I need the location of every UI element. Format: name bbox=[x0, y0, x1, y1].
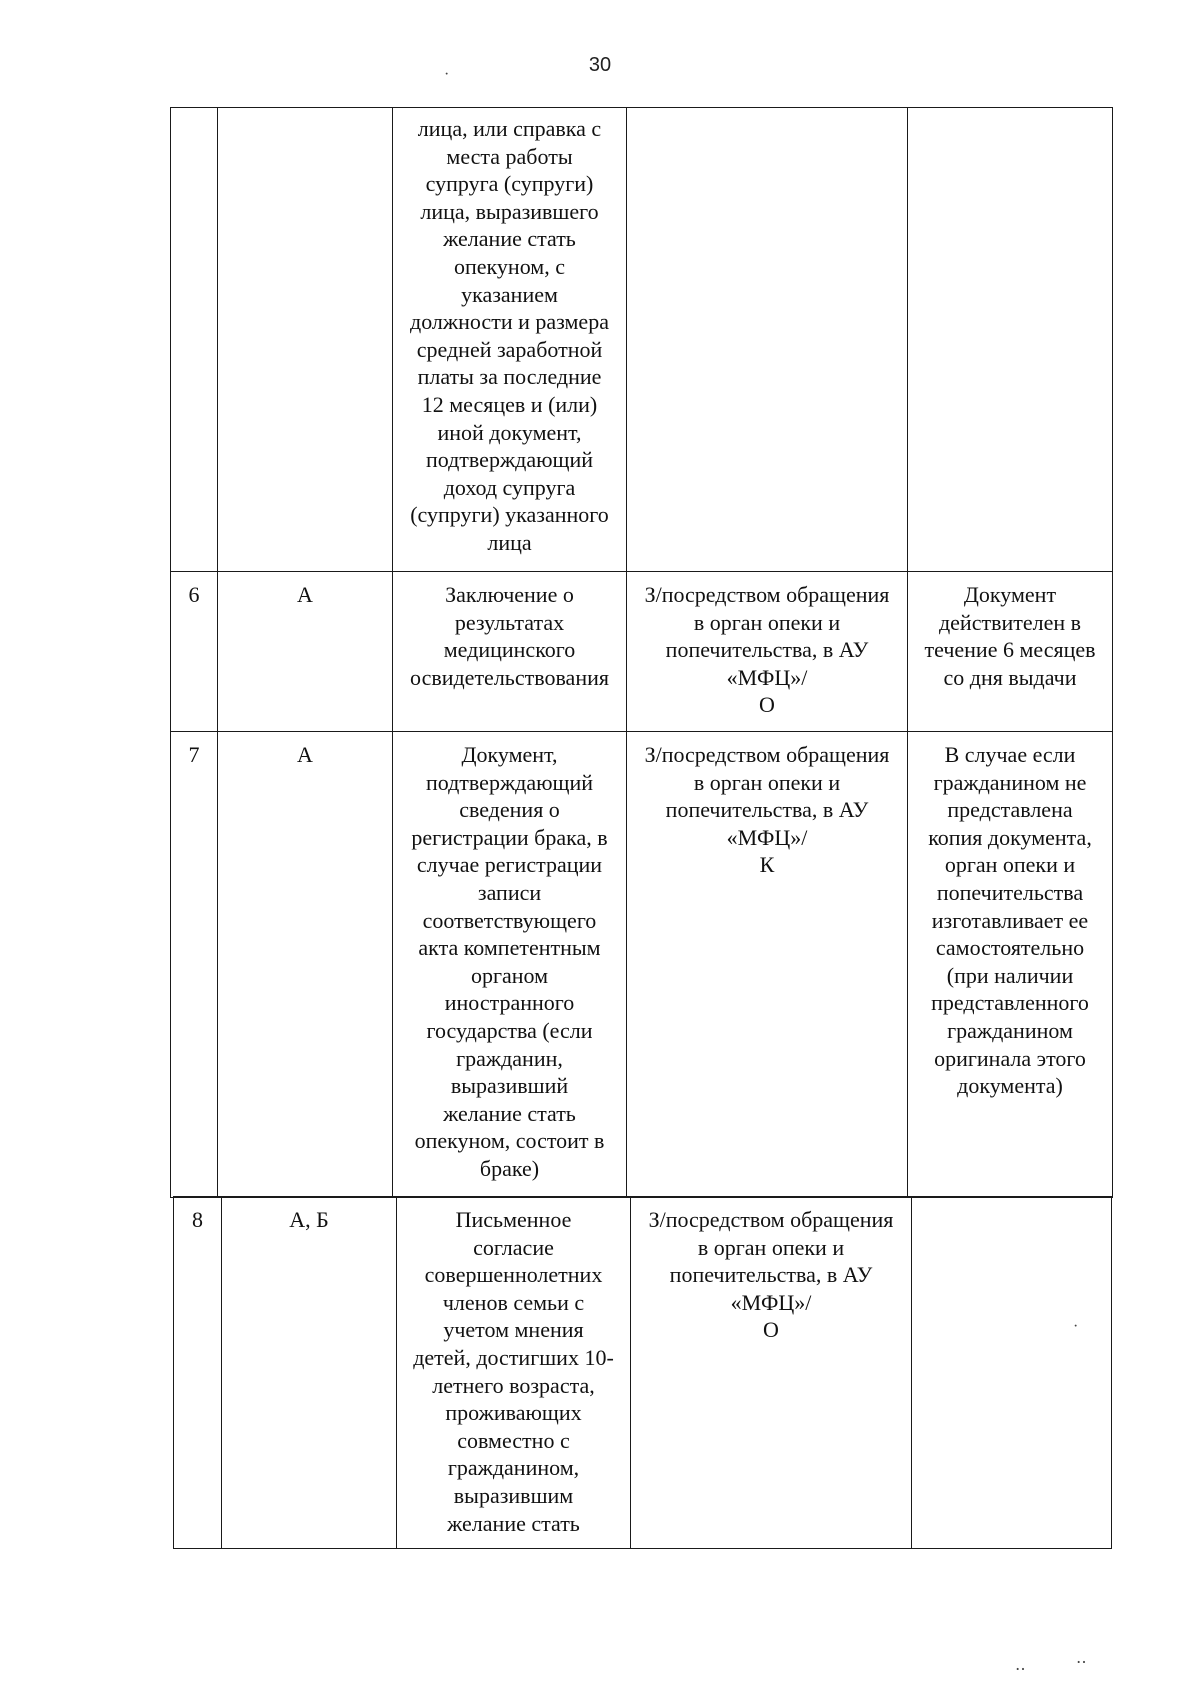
applicant-category-cell: А bbox=[218, 572, 393, 732]
table-row bbox=[171, 572, 1113, 732]
note-cell: В случае если гражданином не представлена копия документа, орган опеки и попечительства изготавливает ее самостоятельно (при наличии представленного гражданином оригинала этого документа) bbox=[908, 732, 1113, 1198]
submission-method-cell: З/посредством обращения в орган опеки и попечительства, в АУ «МФЦ»/ О bbox=[627, 572, 908, 732]
page-number: 30 bbox=[588, 54, 612, 76]
note-cell: Документ действителен в течение 6 месяцев со дня выдачи bbox=[908, 572, 1113, 732]
document-name-cell: Документ, подтверждающий сведения о регистрации брака, в случае регистрации записи соответствующего акта компетентным органом иностранного государства (если гражданин, выразивший желание стать опекуном, состоит в браке) bbox=[393, 732, 627, 1198]
note-cell bbox=[912, 1197, 1112, 1549]
submission-method-cell bbox=[627, 108, 908, 572]
applicant-category-cell: А bbox=[218, 732, 393, 1198]
table-row bbox=[171, 732, 1113, 1198]
note-cell bbox=[908, 108, 1113, 572]
applicant-category-cell: А, Б bbox=[222, 1197, 397, 1549]
scan-artifact: ‥ bbox=[1076, 1650, 1087, 1667]
row-number-cell: 6 bbox=[171, 572, 218, 732]
document-name-cell: Заключение о результатах медицинского освидетельствования bbox=[393, 572, 627, 732]
applicant-category-cell bbox=[218, 108, 393, 572]
row-number-cell: 7 bbox=[171, 732, 218, 1198]
documents-table-continuation bbox=[170, 107, 1113, 1198]
document-name-cell: лица, или справка с места работы супруга (супруги) лица, выразившего желание стать опекуном, с указанием должности и размера средней заработной платы за последние 12 месяцев и (или) иной документ, подтверждающий доход супруга (супруги) указанного лица bbox=[393, 108, 627, 572]
documents-table-row-8 bbox=[173, 1196, 1112, 1549]
row-number-cell bbox=[171, 108, 218, 572]
table-row bbox=[171, 108, 1113, 572]
scan-artifact: · bbox=[1073, 1318, 1079, 1335]
scan-artifact: · bbox=[444, 66, 450, 83]
row-number-cell: 8 bbox=[174, 1197, 222, 1549]
table-row bbox=[174, 1197, 1112, 1549]
submission-method-cell: З/посредством обращения в орган опеки и попечительства, в АУ «МФЦ»/ О bbox=[631, 1197, 912, 1549]
scan-artifact: ‥ bbox=[1015, 1657, 1026, 1674]
document-name-cell: Письменное согласие совершеннолетних членов семьи с учетом мнения детей, достигших 10- летнего возраста, проживающих совместно с гражданином, выразившим желание стать bbox=[397, 1197, 631, 1549]
submission-method-cell: З/посредством обращения в орган опеки и попечительства, в АУ «МФЦ»/ К bbox=[627, 732, 908, 1198]
